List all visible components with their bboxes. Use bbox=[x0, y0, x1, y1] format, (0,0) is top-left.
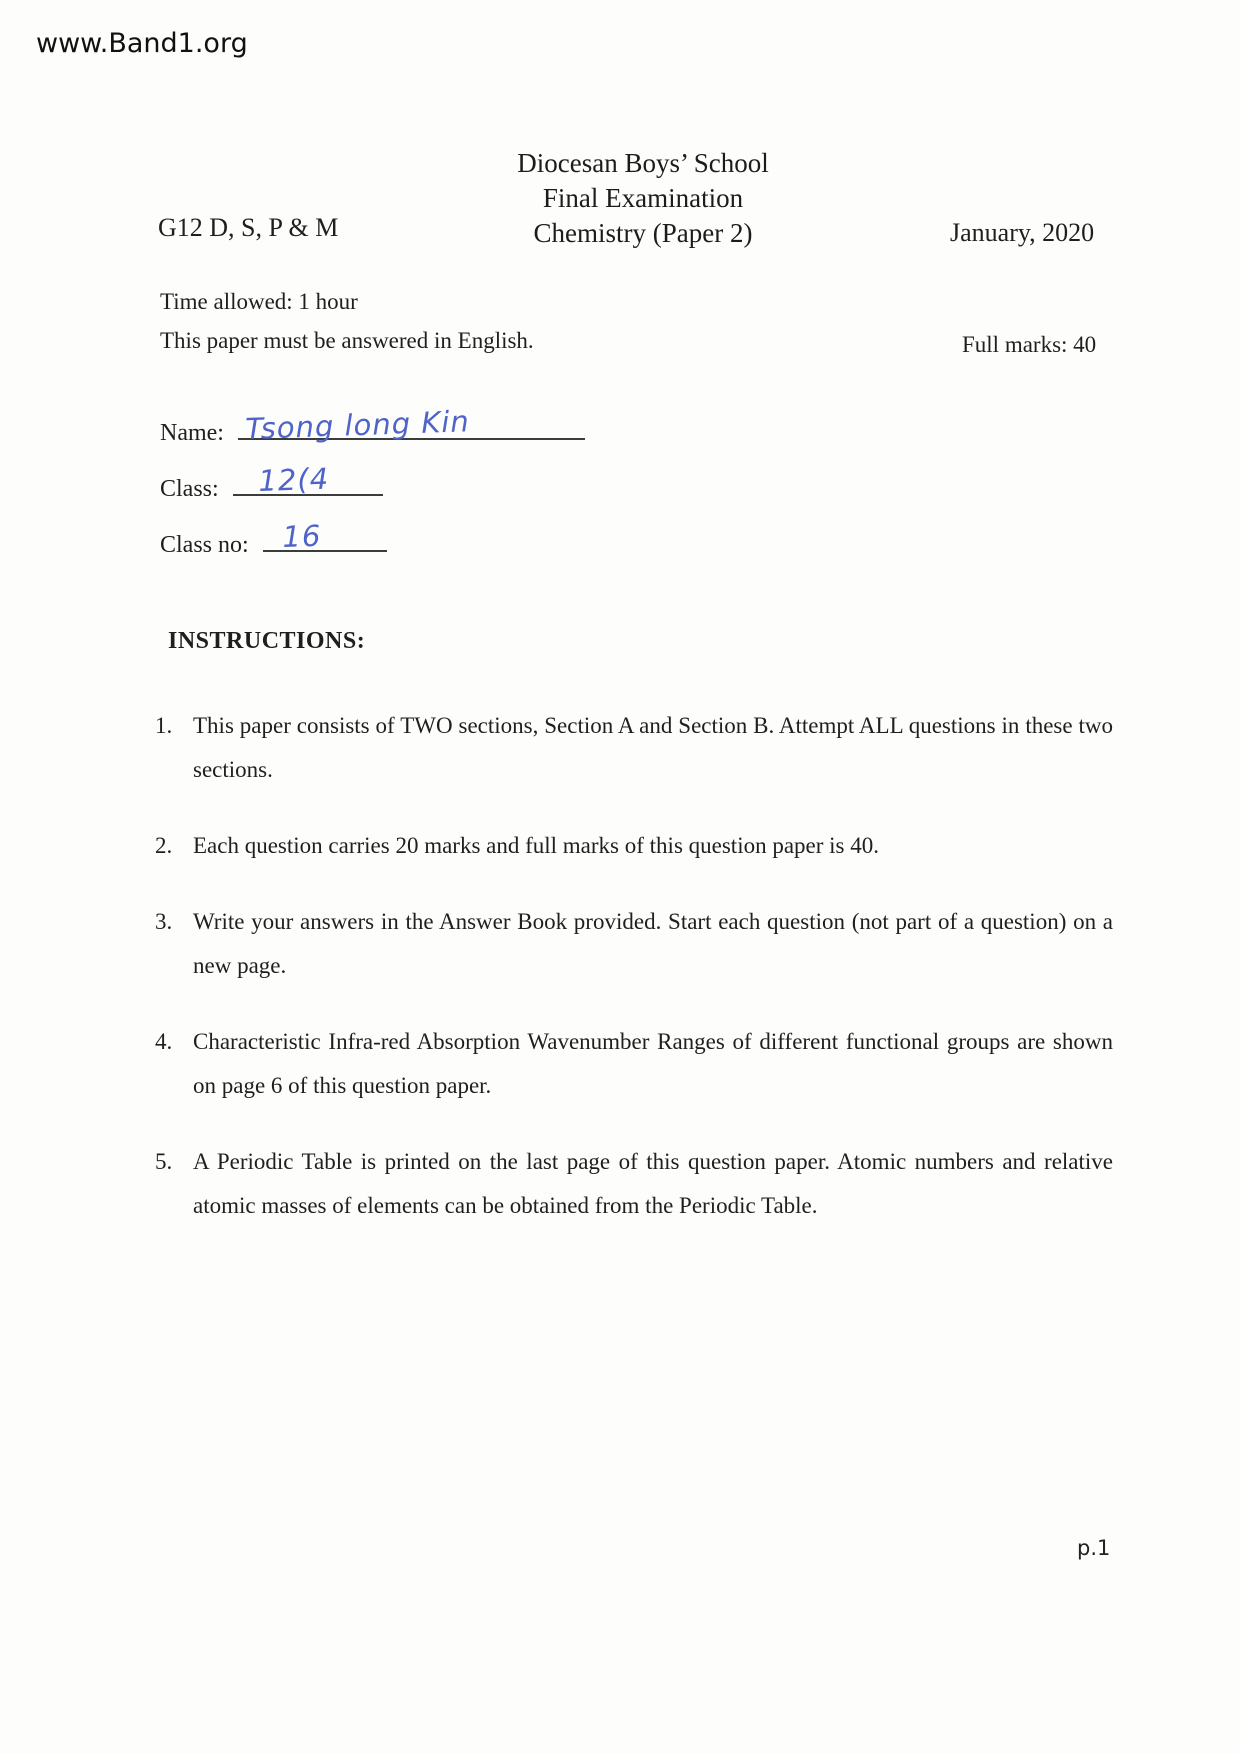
instruction-item bbox=[155, 824, 1113, 868]
instruction-number: 5. bbox=[155, 1149, 173, 1174]
time-allowed-note: Time allowed: 1 hour bbox=[160, 289, 358, 314]
instruction-text: Characteristic Infra-red Absorption Wavenumber Ranges of different functional groups are shown on page 6 of this question paper. bbox=[193, 1029, 1113, 1098]
instruction-number: 1. bbox=[155, 713, 173, 738]
name-handwritten-value: Tsong long Kin bbox=[244, 404, 471, 446]
name-underline bbox=[238, 404, 585, 446]
instruction-item bbox=[155, 1140, 1113, 1228]
class-label: Class: bbox=[160, 476, 219, 502]
class-no-handwritten-value: 16 bbox=[281, 518, 322, 554]
instructions-list bbox=[155, 704, 1113, 1260]
instruction-item bbox=[155, 704, 1113, 792]
page-number: p.1 bbox=[1077, 1536, 1111, 1560]
class-underline bbox=[233, 461, 383, 498]
name-label: Name: bbox=[160, 420, 224, 446]
instruction-number: 3. bbox=[155, 909, 173, 934]
class-field-row bbox=[160, 461, 383, 503]
name-field-row bbox=[160, 404, 585, 447]
instruction-number: 4. bbox=[155, 1029, 173, 1054]
instruction-number: 2. bbox=[155, 833, 173, 858]
language-note: This paper must be answered in English. bbox=[160, 328, 534, 353]
header-block bbox=[343, 146, 943, 251]
instruction-text: A Periodic Table is printed on the last page of this question paper. Atomic numbers and relative atomic masses of elements can be obtained from the Periodic Table. bbox=[193, 1149, 1113, 1218]
instructions-heading: INSTRUCTIONS: bbox=[168, 628, 366, 654]
paper-subject: Chemistry (Paper 2) bbox=[533, 218, 753, 248]
watermark-url: www.Band1.org bbox=[36, 28, 248, 59]
instruction-text: Each question carries 20 marks and full marks of this question paper is 40. bbox=[193, 833, 880, 858]
class-no-label: Class no: bbox=[160, 532, 249, 558]
class-no-field-row bbox=[160, 520, 387, 559]
school-name: Diocesan Boys’ School bbox=[517, 148, 769, 178]
instruction-text: Write your answers in the Answer Book provided. Start each question (not part of a question) on a new page. bbox=[193, 909, 1113, 978]
exam-date: January, 2020 bbox=[950, 218, 1095, 247]
full-marks-note: Full marks: 40 bbox=[962, 332, 1097, 357]
exam-title: Final Examination bbox=[542, 183, 744, 213]
class-code: G12 D, S, P & M bbox=[158, 213, 339, 242]
instruction-item bbox=[155, 1020, 1113, 1108]
instruction-item bbox=[155, 900, 1113, 988]
class-no-underline bbox=[263, 520, 387, 552]
instruction-text: This paper consists of TWO sections, Section A and Section B. Attempt ALL questions in these two sections. bbox=[193, 713, 1113, 782]
class-handwritten-value: 12(4 bbox=[257, 461, 330, 498]
